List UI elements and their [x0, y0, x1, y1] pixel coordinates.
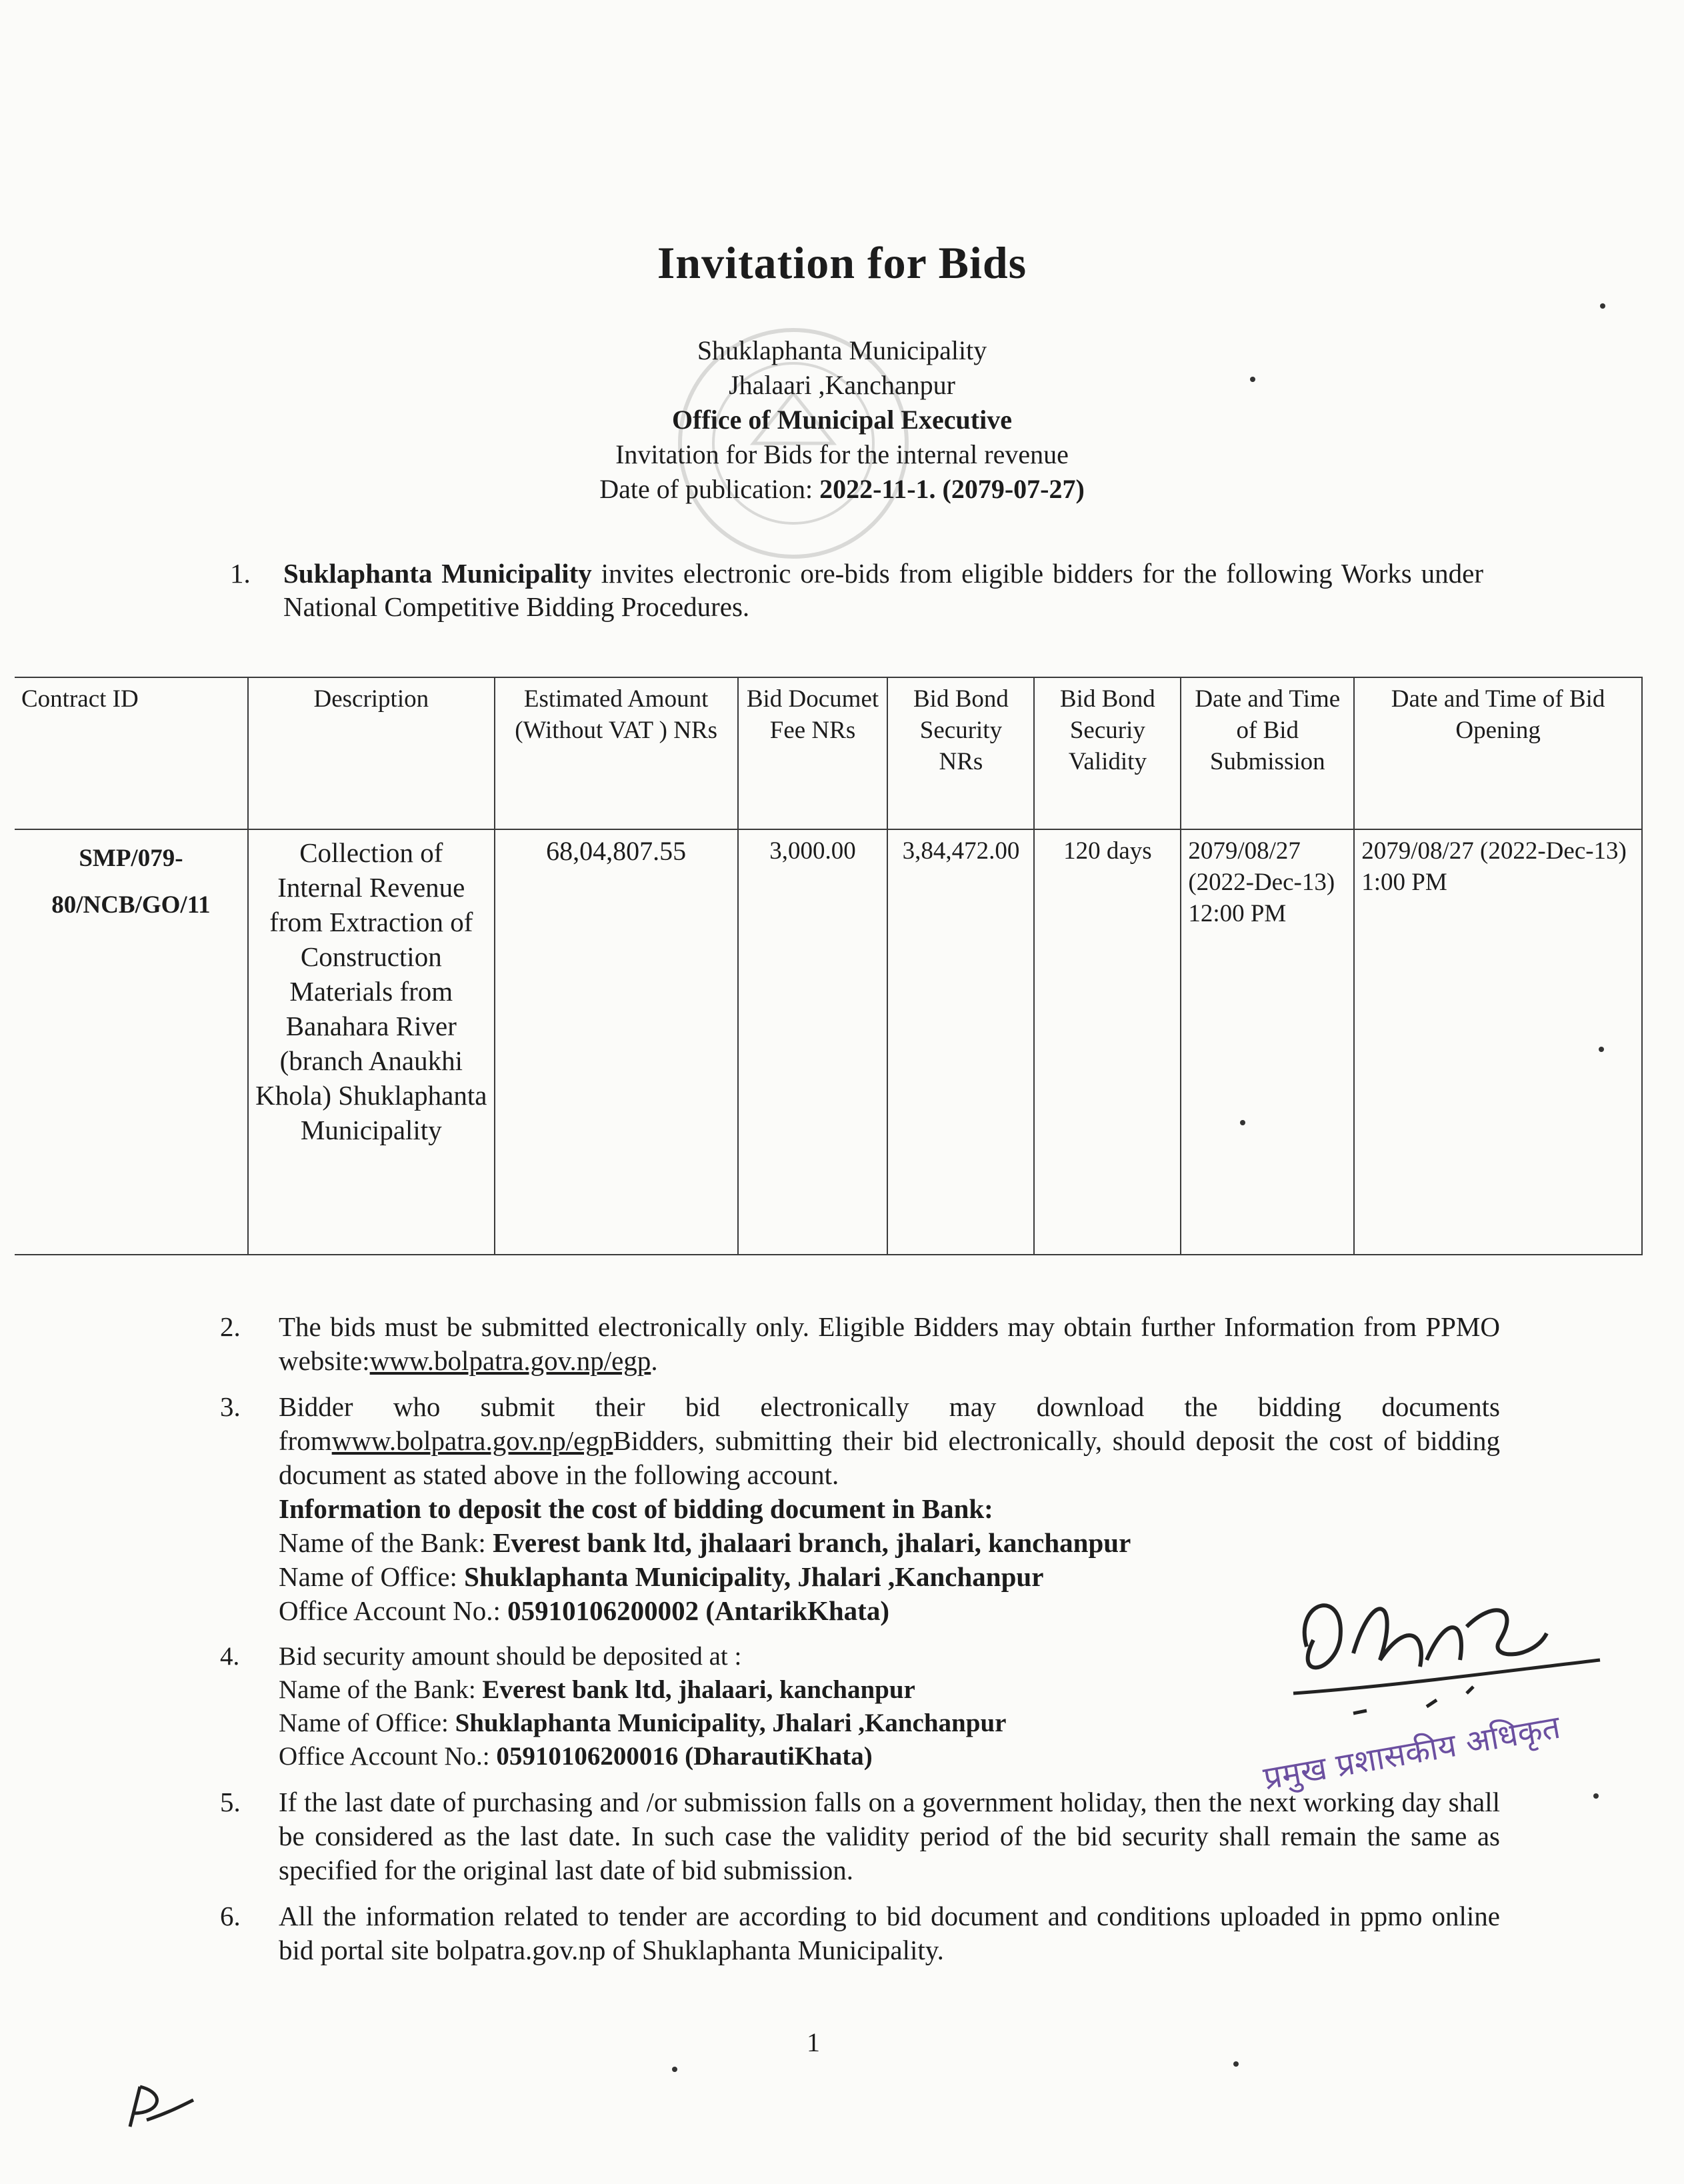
scan-speck: [1600, 303, 1605, 309]
signature: [1267, 1560, 1640, 1840]
contract-id-cell: SMP/079-80/NCB/GO/11: [15, 829, 248, 1255]
municipality-location: Jhalaari ,Kanchanpur: [729, 370, 955, 400]
clause-number: 5.: [220, 1787, 241, 1817]
table-header-cell: Bid Bond Securiy Validity: [1034, 677, 1181, 829]
bids-table: [15, 677, 1643, 1255]
office-name: Office of Municipal Executive: [672, 405, 1012, 435]
table-header-cell: Date and Time of Bid Opening: [1354, 677, 1642, 829]
ppmo-link[interactable]: www.bolpatra.gov.np/egp: [369, 1345, 651, 1376]
table-header-cell: Date and Time of Bid Submission: [1181, 677, 1354, 829]
clause-number: 3.: [220, 1391, 241, 1422]
account-value: 05910106200016 (DharautiKhata): [496, 1742, 873, 1771]
opening-cell: 2079/08/27 (2022-Dec-13) 1:00 PM: [1354, 829, 1642, 1255]
clause-6: [220, 1899, 1500, 1967]
clause-tail: .: [651, 1345, 658, 1376]
bank-name-line: [279, 1526, 1500, 1560]
clause-text: If the last date of purchasing and /or submission falls on a government holiday, then the next working day shall be considered as the last date. In such case the validity period of the bid security shall remain the same as specified for the original last date of bid submission.: [279, 1787, 1500, 1885]
office-name-value: Shuklaphanta Municipality, Jhalari ,Kanchanpur: [455, 1709, 1007, 1737]
estimated-amount-cell: 68,04,807.55: [495, 829, 738, 1255]
clause-text: All the information related to tender are according to bid document and conditions uploaded in ppmo online bid portal site bolpatra.gov.np of Shuklaphanta Municipality.: [279, 1901, 1500, 1965]
clause-text: [279, 1390, 1500, 1492]
account-label: Office Account No.:: [279, 1595, 508, 1626]
clause-text: [279, 1310, 1500, 1378]
account-value: 05910106200002 (AntarikKhata): [507, 1595, 889, 1626]
description-cell: Collection of Internal Revenue from Extraction of Construction Materials from Banahara River (branch Anaukhi Khola) Shuklaphanta Municipality: [248, 829, 495, 1255]
office-name-label: Name of Office:: [279, 1709, 455, 1737]
clause-bold-lead: Suklaphanta Municipality: [283, 558, 592, 589]
office-name-label: Name of Office:: [279, 1561, 465, 1592]
bank-name-value: Everest bank ltd, jhalaari, kanchanpur: [482, 1675, 915, 1704]
scan-speck: [1593, 1793, 1599, 1799]
scan-speck: [1240, 1120, 1245, 1125]
document-header: [0, 333, 1684, 507]
scan-speck: [672, 2067, 677, 2072]
table-header-cell: Contract ID: [15, 677, 248, 829]
table-header-cell: Estimated Amount (Without VAT ) NRs: [495, 677, 738, 829]
clause-body: Bidder who submit their bid electronically may download the bidding documents from: [279, 1391, 1500, 1456]
scan-speck: [1599, 1047, 1604, 1052]
clause-number: 6.: [220, 1901, 241, 1931]
notice-subject: Invitation for Bids for the internal revenue: [615, 439, 1069, 469]
office-name-value: Shuklaphanta Municipality, Jhalari ,Kanchanpur: [464, 1561, 1044, 1592]
bank-info-heading-text: Information to deposit the cost of bidding document in Bank:: [279, 1493, 993, 1524]
doc-fee-cell: 3,000.00: [738, 829, 888, 1255]
clause-body: invites electronic ore-bids from eligible bidders for the following Works under National Competitive Bidding Procedures.: [283, 558, 1483, 622]
submission-cell: 2079/08/27 (2022-Dec-13) 12:00 PM: [1181, 829, 1354, 1255]
clause-1: [230, 557, 1483, 623]
publication-date-value: 2022-11-1. (2079-07-27): [819, 474, 1085, 504]
bolpatra-link[interactable]: www.bolpatra.gov.np/egp: [331, 1425, 613, 1456]
designation-stamp: प्रमुख प्रशासकीय अधिकृत: [1261, 1708, 1563, 1798]
account-label: Office Account No.:: [279, 1742, 497, 1771]
page-title: Invitation for Bids: [657, 237, 1027, 288]
clause-body-cont: Bidders, submitting their bid electronically, should deposit the cost of bidding document as stated above in the following account.: [279, 1425, 1500, 1490]
clause-number: 2.: [220, 1311, 241, 1342]
validity-cell: 120 days: [1034, 829, 1181, 1255]
clause-text: Bid security amount should be deposited at :: [279, 1642, 742, 1671]
publication-date: [0, 472, 1684, 507]
table-header-cell: Bid Bond Security NRs: [887, 677, 1034, 829]
bank-name-label: Name of the Bank:: [279, 1675, 483, 1704]
clause-body: The bids must be submitted electronically only. Eligible Bidders may obtain further Information from PPMO website:: [279, 1311, 1500, 1376]
scan-speck: [1250, 377, 1255, 382]
table-header-cell: Description: [248, 677, 495, 829]
publication-date-label: Date of publication:: [599, 474, 820, 504]
table-header-row: [15, 677, 1642, 829]
bank-info-heading: [279, 1492, 1500, 1526]
bond-security-cell: 3,84,472.00: [887, 829, 1034, 1255]
clause-text: [283, 557, 1483, 623]
municipality-name: Shuklaphanta Municipality: [697, 335, 987, 365]
scan-speck: [1233, 2061, 1239, 2067]
bank-name-value: Everest bank ltd, jhalaari branch, jhalari, kanchanpur: [493, 1527, 1131, 1558]
table-header-cell: Bid Documet Fee NRs: [738, 677, 888, 829]
clause-number: 1.: [230, 558, 251, 589]
table-row: [15, 829, 1642, 1255]
initials-mark: [120, 2080, 200, 2133]
page-number: 1: [807, 2027, 820, 2057]
clause-2: [220, 1310, 1500, 1378]
clause-number: 4.: [220, 1642, 240, 1671]
bank-name-label: Name of the Bank:: [279, 1527, 493, 1558]
